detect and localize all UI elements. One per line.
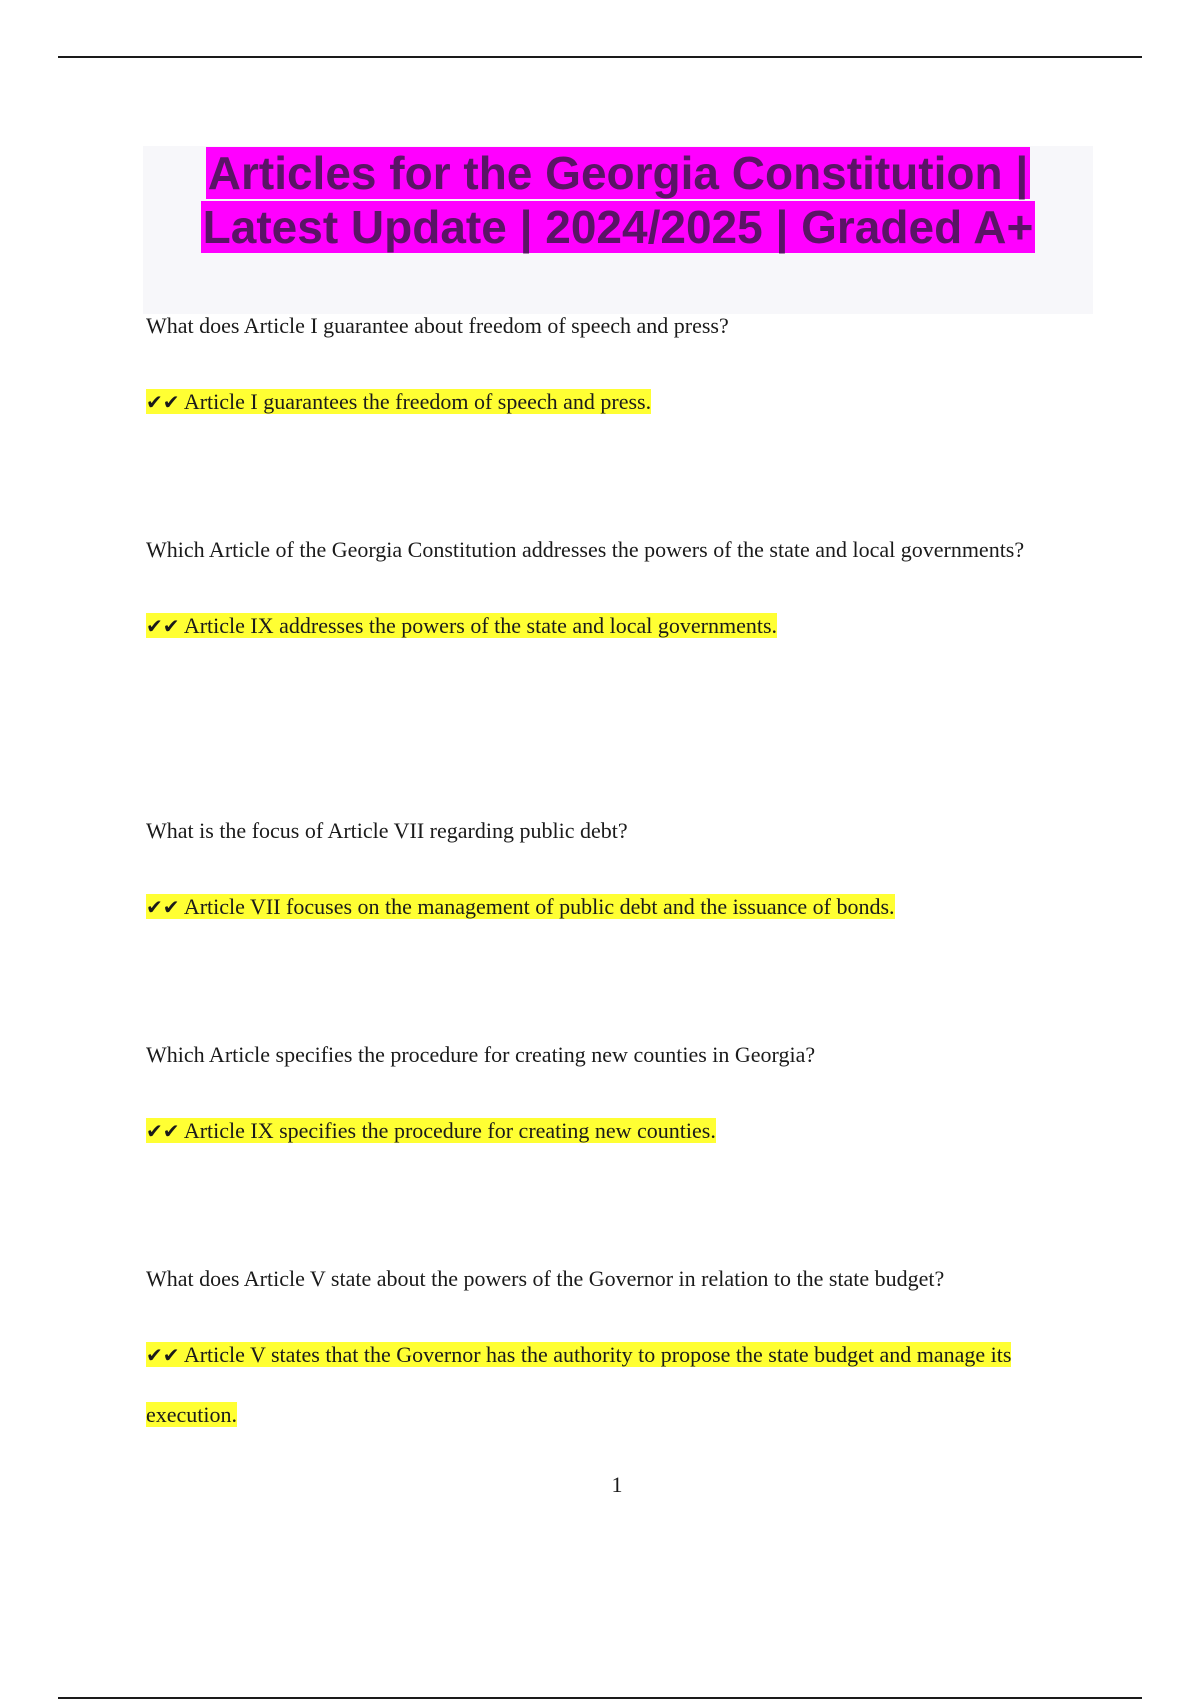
page-number: 1 <box>611 1472 623 1497</box>
answer-text: Article VII focuses on the management of public debt and the issuance of bonds. <box>183 894 895 919</box>
check-mark-icon: ✔✔ <box>146 390 180 414</box>
answer <box>146 596 1086 656</box>
footer-rule <box>58 1697 1142 1699</box>
answer <box>146 1325 1086 1445</box>
answer <box>146 372 1086 432</box>
document-title <box>143 146 1093 254</box>
qa-item <box>146 803 1086 937</box>
question-text: What is the focus of Article VII regarding public debt? <box>146 818 628 843</box>
qa-item <box>146 1251 1086 1445</box>
qa-item <box>146 1027 1086 1161</box>
answer-text: Article IX addresses the powers of the state and local governments. <box>183 613 778 638</box>
answer-text: Article V states that the Governor has the authority to propose the state budget and manage its execution. <box>146 1342 1012 1427</box>
check-mark-icon: ✔✔ <box>146 1343 180 1367</box>
check-mark-icon: ✔✔ <box>146 1119 180 1143</box>
answer <box>146 877 1086 937</box>
check-mark-icon: ✔✔ <box>146 614 180 638</box>
check-mark-icon: ✔✔ <box>146 895 180 919</box>
qa-item <box>146 298 1086 432</box>
document-title-text: Articles for the Georgia Constitution | Latest Update | 2024/2025 | Graded A+ <box>202 147 1034 253</box>
question-text: Which Article specifies the procedure for creating new counties in Georgia? <box>146 1042 816 1067</box>
header-rule <box>58 56 1142 58</box>
answer-text: Article I guarantees the freedom of speech and press. <box>183 389 652 414</box>
question-text: Which Article of the Georgia Constitution addresses the powers of the state and local governments? <box>146 537 1025 562</box>
qa-item <box>146 522 1086 656</box>
question-text: What does Article V state about the powers of the Governor in relation to the state budget? <box>146 1266 945 1291</box>
question-text: What does Article I guarantee about freedom of speech and press? <box>146 313 729 338</box>
answer-text: Article IX specifies the procedure for creating new counties. <box>183 1118 716 1143</box>
answer <box>146 1101 1086 1161</box>
